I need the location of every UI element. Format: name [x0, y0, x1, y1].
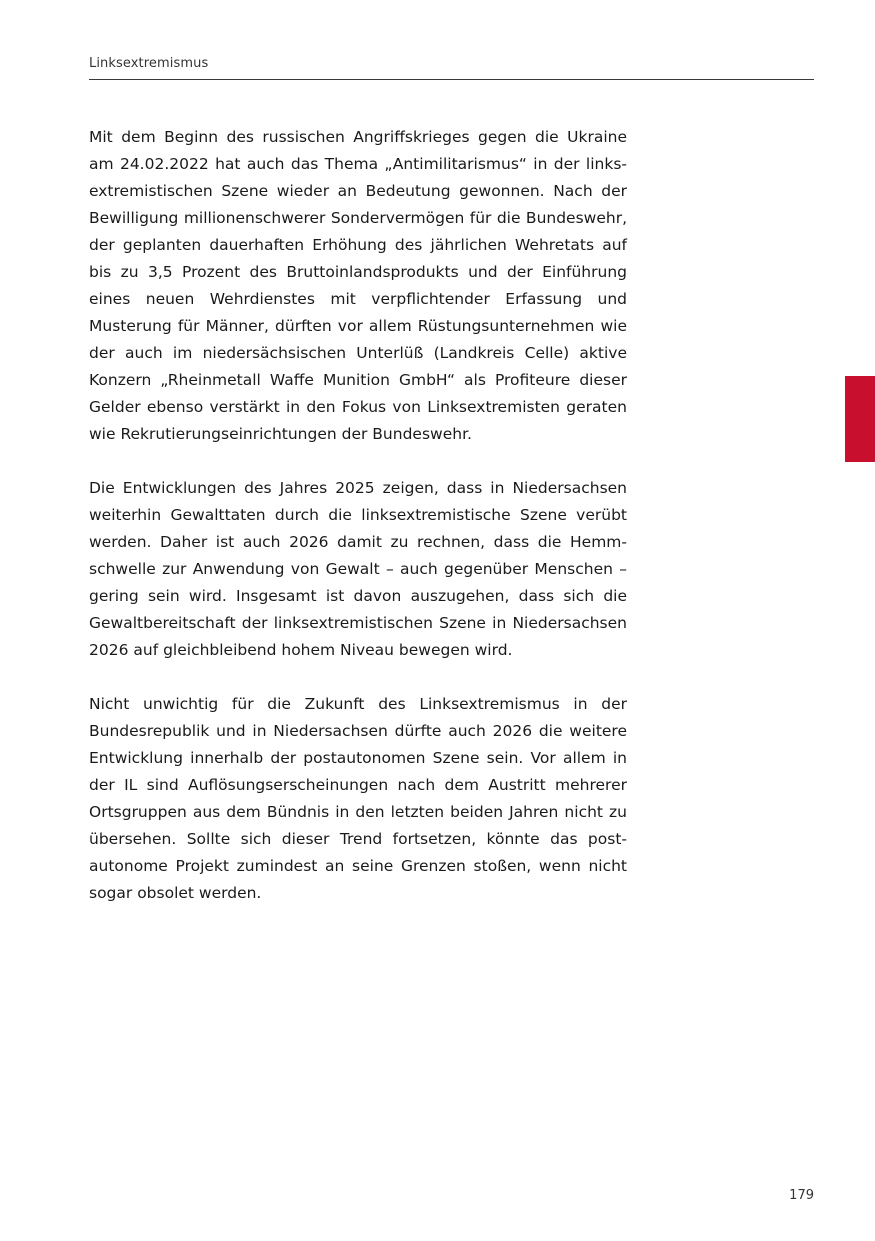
running-header-title: Linksextremismus: [89, 56, 209, 71]
paragraph-1: Mit dem Beginn des russischen Angriffskrieges gegen die Ukraine am 24.02.2022 hat auch das Thema „Antimilitarismus“ in der linksextremistischen Szene wieder an Bedeutung gewonnen. Nach der Bewilligung millionenschwerer Sondervermögen für die Bundeswehr, der geplanten dauerhaften Erhöhung des jährlichen Wehretats auf bis zu 3,5 Prozent des Bruttoinlandsprodukts und der Einführung eines neuen Wehrdienstes mit verpflichtender Erfassung und Musterung für Männer, dürften vor allem Rüstungsunternehmen wie der auch im niedersächsischen Unterlüß (Landkreis Celle) aktive Konzern „Rheinmetall Waffe Munition GmbH“ als Profiteure dieser Gelder ebenso verstärkt in den Fokus von Linksextremisten geraten wie Rekrutierungseinrichtungen der Bundeswehr.: [89, 128, 627, 443]
body-text: [89, 124, 627, 907]
paragraph-2: Die Entwicklungen des Jahres 2025 zeigen, dass in Niedersachsen weiterhin Gewalttaten durch die linksextremistische Szene verübt werden. Daher ist auch 2026 damit zu rechnen, dass die Hemmschwelle zur Anwendung von Gewalt – auch gegenüber Menschen – gering sein wird. Insgesamt ist davon auszugehen, dass sich die Gewaltbereitschaft der linksextremistischen Szene in Niedersachsen 2026 auf gleichbleibend hohem Niveau bewegen wird.: [89, 479, 627, 659]
header-divider: [89, 79, 814, 80]
page-number: 179: [789, 1188, 814, 1203]
chapter-tab-marker: [845, 376, 875, 462]
paragraph-3: Nicht unwichtig für die Zukunft des Linksextremismus in der Bundesrepublik und in Niedersachsen dürfte auch 2026 die weitere Entwicklung innerhalb der postautonomen Szene sein. Vor allem in der IL sind Auflösungserscheinungen nach dem Austritt mehrerer Ortsgruppen aus dem Bündnis in den letzten beiden Jahren nicht zu übersehen. Sollte sich dieser Trend fortsetzen, könnte das postautonome Projekt zumindest an seine Grenzen stoßen, wenn nicht sogar obsolet werden.: [89, 695, 627, 902]
